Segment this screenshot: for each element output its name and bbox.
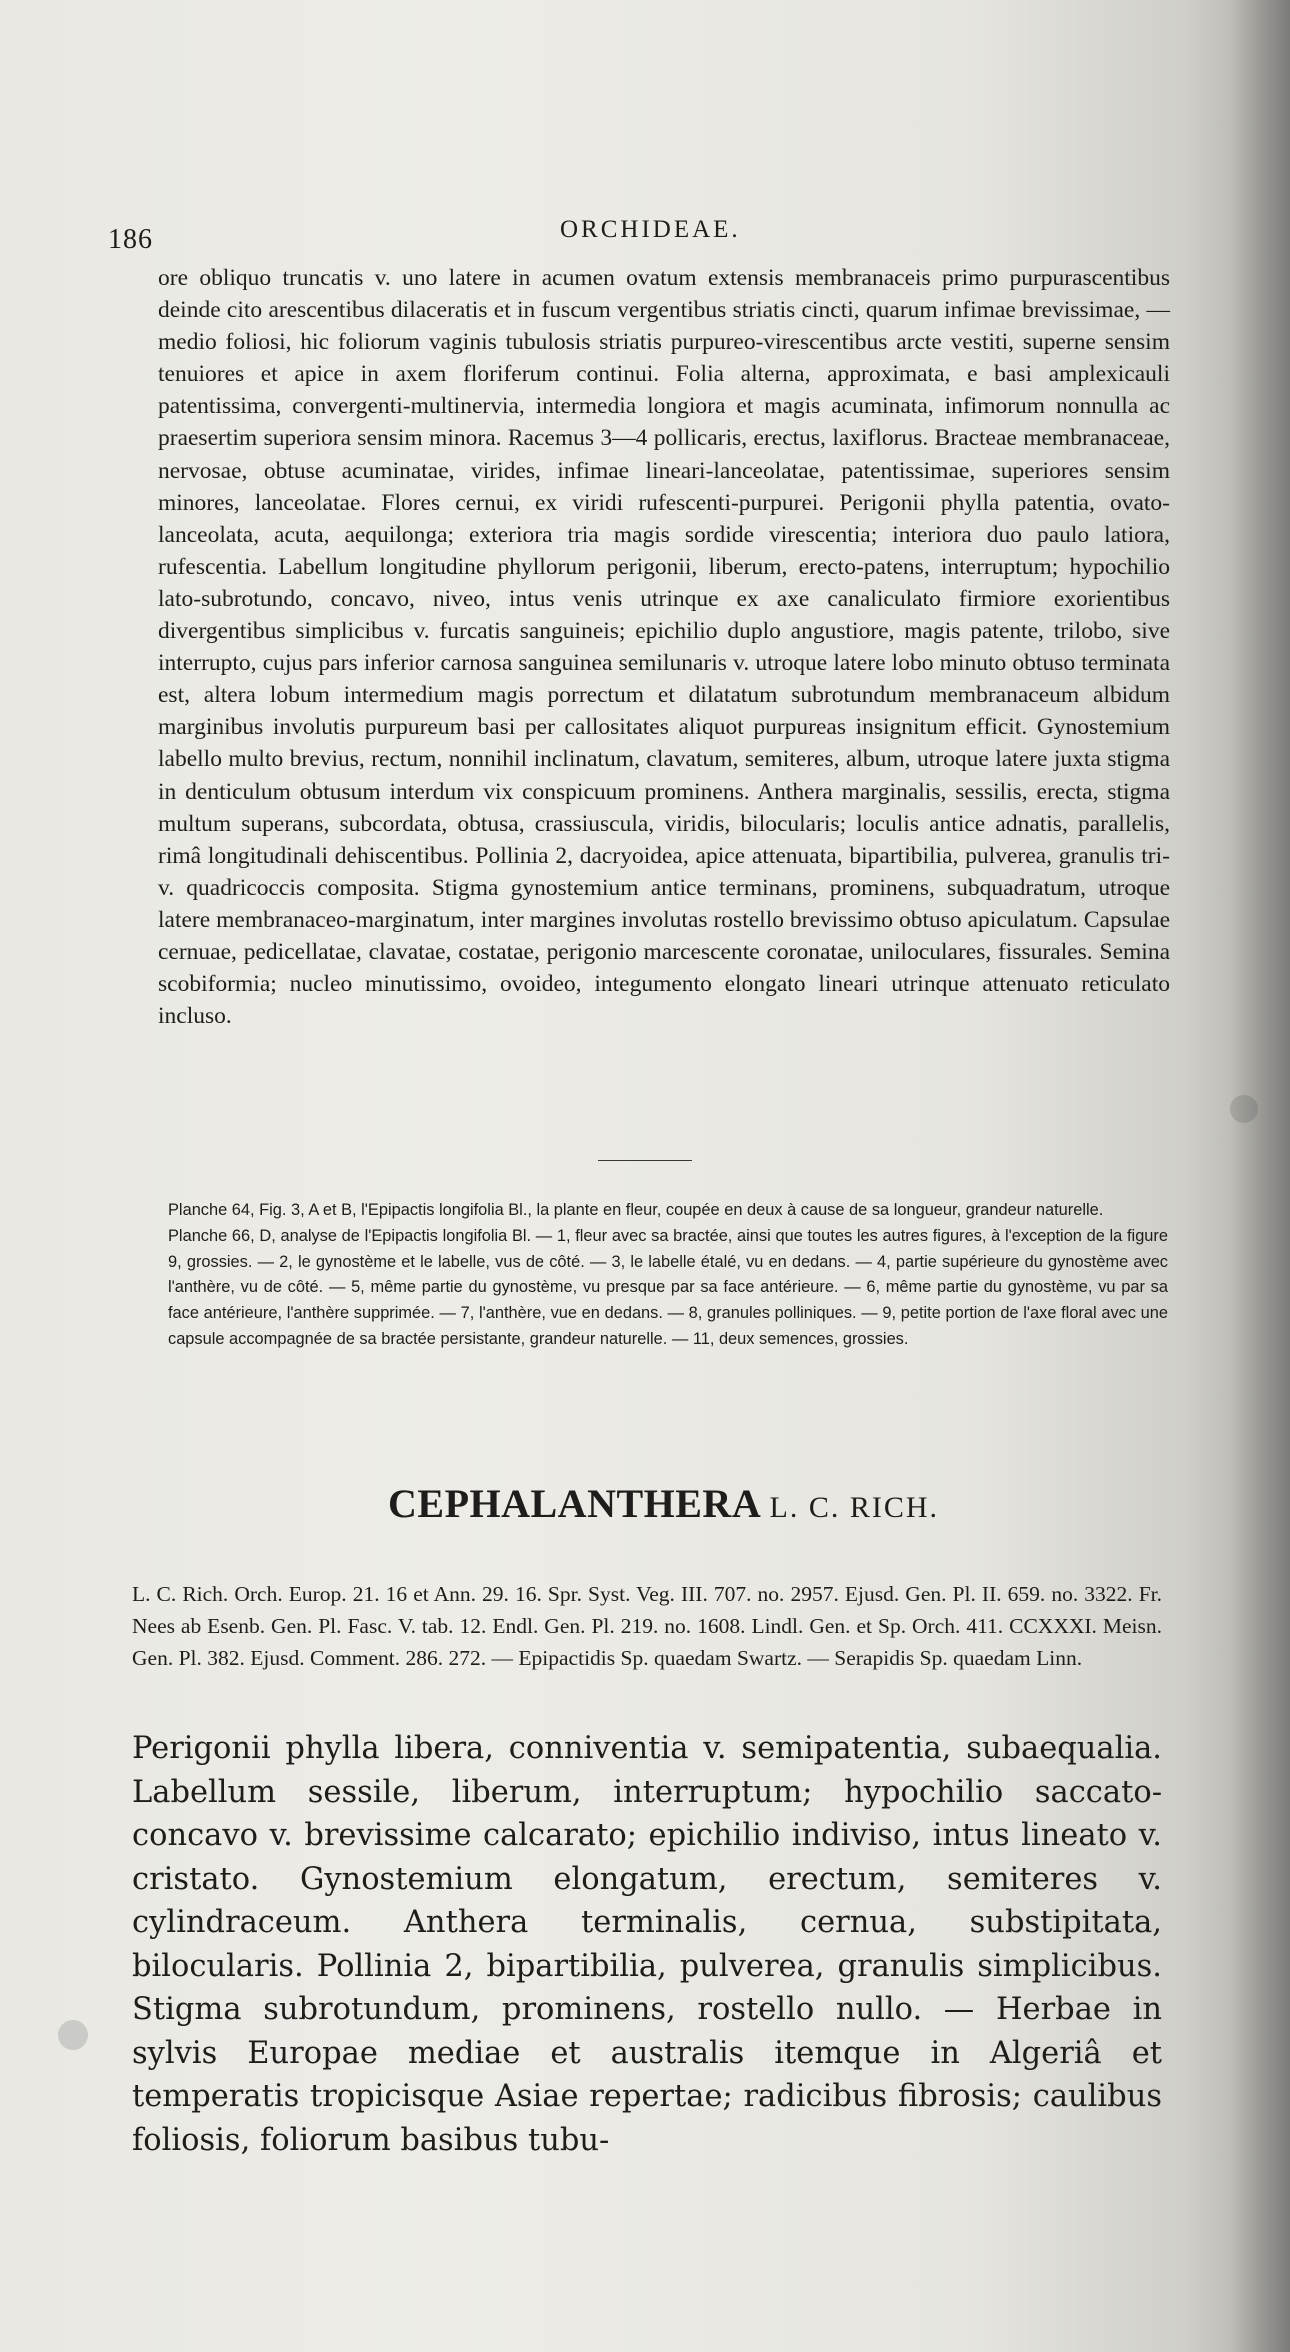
paper-stain bbox=[1230, 1095, 1258, 1123]
genus-description: Perigonii phylla libera, conniventia v. semipatentia, subaequalia. Labellum sessile, liberum, interruptum; hypochilio saccato-concavo v. brevissime calcarato; epichilio indiviso, intus lineato v. cristato. Gynostemium elongatum, erectum, semiteres v. cylindraceum. Anthera terminalis, cernua, substipitata, bilocularis. Pollinia 2, bipartibilia, pulverea, granulis simplicibus. Stigma subrotundum, prominens, rostello nullo. — Herbae in sylvis Europae mediae et australis itemque in Algeriâ et temperatis tropicisque Asiae repertae; radicibus fibrosis; caulibus foliosis, foliorum basibus tubu- bbox=[132, 1731, 1162, 2158]
genus-name: CEPHALANTHERA bbox=[388, 1481, 759, 1526]
bibliographic-references: L. C. Rich. Orch. Europ. 21. 16 et Ann. 29. 16. Spr. Syst. Veg. III. 707. no. 2957. Ejusd. Gen. Pl. II. 659. no. 3322. Fr. Nees ab Esenb. Gen. Pl. Fasc. V. tab. 12. Endl. Gen. Pl. 219. no. 1608. Lindl. Gen. et Sp. Orch. 411. CCXXXI. Meisn. Gen. Pl. 382. Ejusd. Comment. 286. 272. — Epipactidis Sp. quaedam Swartz. — Serapidis Sp. quaedam Linn. bbox=[132, 1582, 1162, 1670]
page-edge-shadow bbox=[1230, 0, 1290, 2352]
genus-heading bbox=[388, 1480, 939, 1527]
page-number: 186 bbox=[108, 224, 153, 255]
section-divider bbox=[598, 1160, 692, 1161]
plate-notes bbox=[168, 1198, 1168, 1353]
plate-note: Planche 66, D, analyse de l'Epipactis longifolia Bl. — 1, fleur avec sa bractée, ainsi que toutes les autres figures, à l'exception de la figure 9, grossies. — 2, le gynostème et le labelle, vus de côté. — 3, le labelle étalé, vu en dedans. — 4, partie supérieure du gynostème avec l'anthère, vu de côté. — 5, même partie du gynostème, vu presque par sa face antérieure. — 6, même partie du gynostème, vu par sa face antérieure, l'anthère supprimée. — 7, l'anthère, vue en dedans. — 8, granules polliniques. — 9, petite portion de l'axe floral avec une capsule accompagnée de sa bractée persistante, grandeur naturelle. — 11, deux semences, grossies. bbox=[168, 1226, 1168, 1348]
plate-note: Planche 64, Fig. 3, A et B, l'Epipactis longifolia Bl., la plante en fleur, coupée en deux à cause de sa longueur, grandeur naturelle. bbox=[168, 1201, 1104, 1219]
genus-authority: L. C. RICH. bbox=[769, 1491, 940, 1524]
paper-stain bbox=[58, 2020, 88, 2050]
running-title: ORCHIDEAE. bbox=[560, 216, 741, 243]
species-description-continued: ore obliquo truncatis v. uno latere in acumen ovatum extensis membranaceis primo purpurascentibus deinde cito arescentibus dilaceratis et in fuscum vergentibus striatis cincti, quarum infimae brevissimae, — medio foliosi, hic foliorum vaginis tubulosis striatis purpureo-virescentibus arcte vestiti, superne sensim tenuiores et apice in axem floriferum continui. Folia alterna, approximata, e basi amplexicauli patentissima, convergenti-multinervia, intermedia longiora et magis acuminata, infimorum nonnulla ac praesertim superiora sensim minora. Racemus 3—4 pollicaris, erectus, laxiflorus. Bracteae membranaceae, nervosae, obtuse acuminatae, virides, infimae lineari-lanceolatae, patentissimae, superiores sensim minores, lanceolatae. Flores cernui, ex viridi rufescenti-purpurei. Perigonii phylla patentia, ovato-lanceolata, acuta, aequilonga; exteriora tria magis sordide virescentia; interiora duo paulo latiora, rufescentia. Labellum longitudine phyllorum perigonii, liberum, erecto-patens, interruptum; hypochilio lato-subrotundo, concavo, niveo, intus venis utrinque ex axe canaliculato firmiore exorientibus divergentibus simplicibus v. furcatis sanguineis; epichilio duplo angustiore, magis patente, trilobo, sive interrupto, cujus pars inferior carnosa sanguinea semilunaris v. utroque latere lobo minuto obtuso terminata est, altera lobum intermedium magis porrectum et dilatatum subrotundum membranaceum albidum marginibus involutis purpureum basi per callositates aliquot purpureas insignitum efficit. Gynostemium labello multo brevius, rectum, nonnihil inclinatum, clavatum, semiteres, album, utroque latere juxta stigma in denticulum obtusum interdum vix conspicuum prominens. Anthera marginalis, sessilis, erecta, stigma multum superans, subcordata, obtusa, crassiuscula, viridis, bilocularis; loculis antice adnatis, parallelis, rimâ longitudinali dehiscentibus. Pollinia 2, dacryoidea, apice attenuata, bipartibilia, pulverea, granulis tri-v. quadricoccis composita. Stigma gynostemium antice terminans, prominens, subquadratum, utroque latere membranaceo-marginatum, inter margines involutas rostello brevissimo obtuso apiculatum. Capsulae cernuae, pedicellatae, clavatae, costatae, perigonio marcescente coronatae, uniloculares, fissurales. Semina scobiformia; nucleo minutissimo, ovoideo, integumento elongato lineari utrinque attenuato reticulato incluso. bbox=[158, 265, 1170, 1030]
